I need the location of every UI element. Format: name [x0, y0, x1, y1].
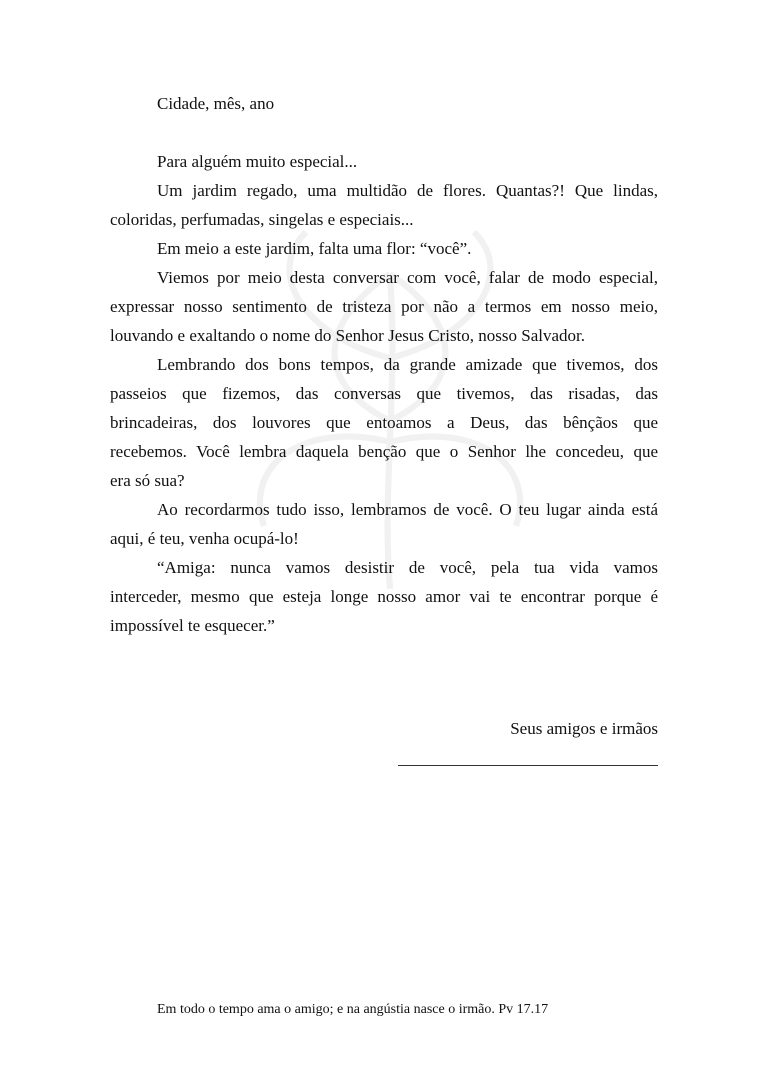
body-line: louvando e exaltando o nome do Senhor Jesus Cristo, nosso Salvador.	[110, 326, 586, 345]
body-line: passeios que fizemos, das conversas que tivemos, das risadas, das	[110, 384, 658, 403]
greeting-line: Para alguém muito especial...	[157, 152, 358, 171]
city-date-line: Cidade, mês, ano	[157, 94, 275, 113]
body-line: Um jardim regado, uma multidão de flores. Quantas?! Que lindas,	[157, 181, 658, 200]
body-line: coloridas, perfumadas, singelas e especiais...	[110, 210, 414, 229]
body-line: brincadeiras, dos louvores que entoamos a Deus, das bênçãos que	[110, 413, 658, 432]
body-line: Em meio a este jardim, falta uma flor: “você”.	[157, 239, 472, 258]
body-line: Ao recordarmos tudo isso, lembramos de você. O teu lugar ainda está	[157, 500, 658, 519]
body-line: impossível te esquecer.”	[110, 616, 275, 635]
body-line: Viemos por meio desta conversar com você, falar de modo especial,	[157, 268, 658, 287]
body-line: recebemos. Você lembra daquela benção que o Senhor lhe concedeu, que	[110, 442, 658, 461]
body-line: era só sua?	[110, 471, 185, 490]
footer-verse: Em todo o tempo ama o amigo; e na angústia nasce o irmão. Pv 17.17	[157, 1002, 549, 1017]
body-line: Lembrando dos bons tempos, da grande amizade que tivemos, dos	[157, 355, 658, 374]
body-line: aqui, é teu, venha ocupá-lo!	[110, 529, 299, 548]
signature-text: Seus amigos e irmãos	[510, 719, 658, 738]
body-line: interceder, mesmo que esteja longe nosso amor vai te encontrar porque é	[110, 587, 658, 606]
signature-line	[398, 765, 658, 766]
body-line: “Amiga: nunca vamos desistir de você, pela tua vida vamos	[157, 558, 658, 577]
body-line: expressar nosso sentimento de tristeza por não a termos em nosso meio,	[110, 297, 658, 316]
